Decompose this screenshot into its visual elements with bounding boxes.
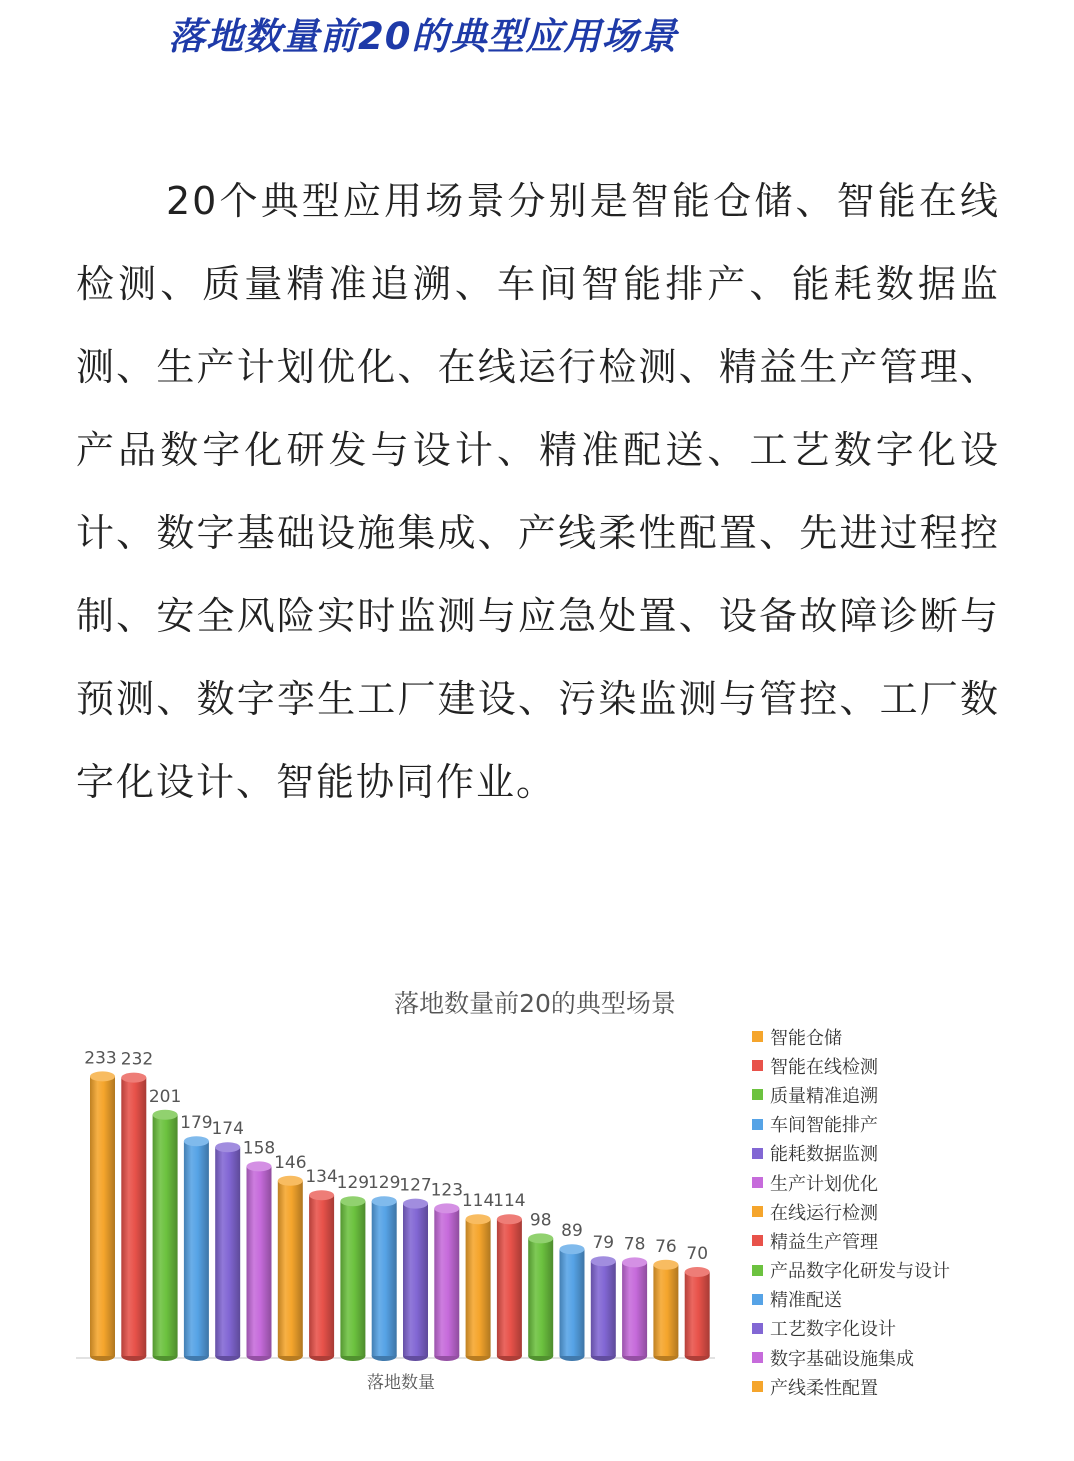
legend-item: [752, 1343, 950, 1372]
data-label-14: 114: [493, 1191, 526, 1212]
data-label-4: 179: [180, 1113, 213, 1134]
legend-swatch: [752, 1323, 763, 1334]
data-label-11: 127: [399, 1175, 432, 1196]
legend-item: [752, 1256, 950, 1285]
legend-item: [752, 1314, 950, 1343]
legend-label: 产品数字化研发与设计: [770, 1261, 950, 1283]
bar-1: [90, 1071, 115, 1361]
bar-10: [372, 1196, 397, 1361]
bar-14: [497, 1214, 522, 1361]
chart-title: 落地数量前20的典型场景: [394, 989, 676, 1018]
legend-label: 能耗数据监测: [770, 1144, 878, 1166]
bar-8: [309, 1190, 334, 1361]
bar-2: [121, 1073, 146, 1361]
page-heading: 落地数量前20的典型应用场景: [168, 15, 678, 58]
data-label-13: 114: [461, 1191, 495, 1212]
legend-swatch: [752, 1235, 763, 1246]
data-label-2: 232: [120, 1049, 154, 1070]
data-label-12: 123: [430, 1180, 464, 1201]
legend-label: 智能仓储: [770, 1027, 842, 1049]
data-label-8: 134: [305, 1167, 338, 1188]
legend-label: 工艺数字化设计: [770, 1319, 896, 1341]
legend-label: 智能在线检测: [770, 1056, 878, 1078]
legend-label: 车间智能排产: [770, 1115, 878, 1137]
legend-swatch: [752, 1265, 763, 1276]
legend-swatch: [752, 1119, 763, 1130]
bar-11: [403, 1199, 428, 1361]
bar-16: [560, 1244, 585, 1361]
bar-18: [622, 1257, 647, 1361]
legend-swatch: [752, 1089, 763, 1100]
legend-label: 质量精准追溯: [770, 1085, 878, 1107]
legend-swatch: [752, 1177, 763, 1188]
legend-label: 数字基础设施集成: [770, 1348, 914, 1370]
data-label-7: 146: [274, 1152, 307, 1173]
data-label-19: 76: [655, 1236, 677, 1257]
legend-label: 精准配送: [770, 1290, 842, 1312]
legend-item: [752, 1139, 950, 1168]
legend-item: [752, 1080, 950, 1109]
intro-paragraph: 20个典型应用场景分别是智能仓储、智能在线检测、质量精准追溯、车间智能排产、能耗数据监测、生产计划优化、在线运行检测、精益生产管理、产品数字化研发与设计、精准配送、工艺数字化设计、数字基础设施集成、产线柔性配置、先进过程控制、安全风险实时监测与应急处置、设备故障诊断与预测、数字孪生工厂建设、污染监测与管控、工厂数字化设计、智能协同作业。: [76, 179, 1000, 804]
legend-item: [752, 1051, 950, 1080]
legend-swatch: [752, 1352, 763, 1363]
legend-item: [752, 1110, 950, 1139]
legend-label: 产线柔性配置: [770, 1377, 878, 1399]
data-label-5: 174: [211, 1119, 244, 1140]
legend-swatch: [752, 1148, 763, 1159]
legend-item: [752, 1168, 950, 1197]
bar-9: [340, 1196, 365, 1361]
bar-19: [653, 1260, 678, 1361]
bar-5: [215, 1142, 240, 1361]
legend-label: 精益生产管理: [770, 1231, 878, 1253]
legend-item: [752, 1197, 950, 1226]
data-label-20: 70: [686, 1244, 709, 1264]
legend-swatch: [752, 1060, 763, 1071]
data-label-3: 201: [148, 1086, 182, 1107]
legend-item: [752, 1022, 950, 1051]
data-label-18: 78: [623, 1234, 646, 1255]
legend-label: 在线运行检测: [770, 1202, 878, 1224]
data-label-17: 79: [592, 1233, 615, 1254]
legend-item: [752, 1226, 950, 1255]
bar-15: [528, 1233, 553, 1361]
legend-swatch: [752, 1206, 763, 1217]
data-label-16: 89: [561, 1221, 583, 1242]
legend-swatch: [752, 1031, 763, 1042]
bar-7: [278, 1176, 303, 1361]
chart-legend: [752, 1022, 950, 1401]
data-label-6: 158: [242, 1138, 276, 1159]
data-label-9: 129: [336, 1173, 370, 1194]
x-axis-label: 落地数量: [367, 1373, 435, 1393]
data-label-15: 98: [529, 1210, 552, 1231]
legend-item: [752, 1285, 950, 1314]
bar-4: [184, 1136, 209, 1361]
legend-label: 生产计划优化: [770, 1173, 878, 1195]
data-label-10: 129: [367, 1173, 401, 1194]
bar-12: [434, 1203, 459, 1361]
data-label-1: 233: [84, 1048, 117, 1069]
bar-6: [247, 1161, 272, 1361]
bar-20: [685, 1267, 710, 1361]
bar-13: [466, 1214, 491, 1361]
legend-item: [752, 1372, 950, 1401]
legend-swatch: [752, 1294, 763, 1305]
bar-3: [153, 1110, 178, 1361]
legend-swatch: [752, 1381, 763, 1392]
bar-17: [591, 1256, 616, 1361]
